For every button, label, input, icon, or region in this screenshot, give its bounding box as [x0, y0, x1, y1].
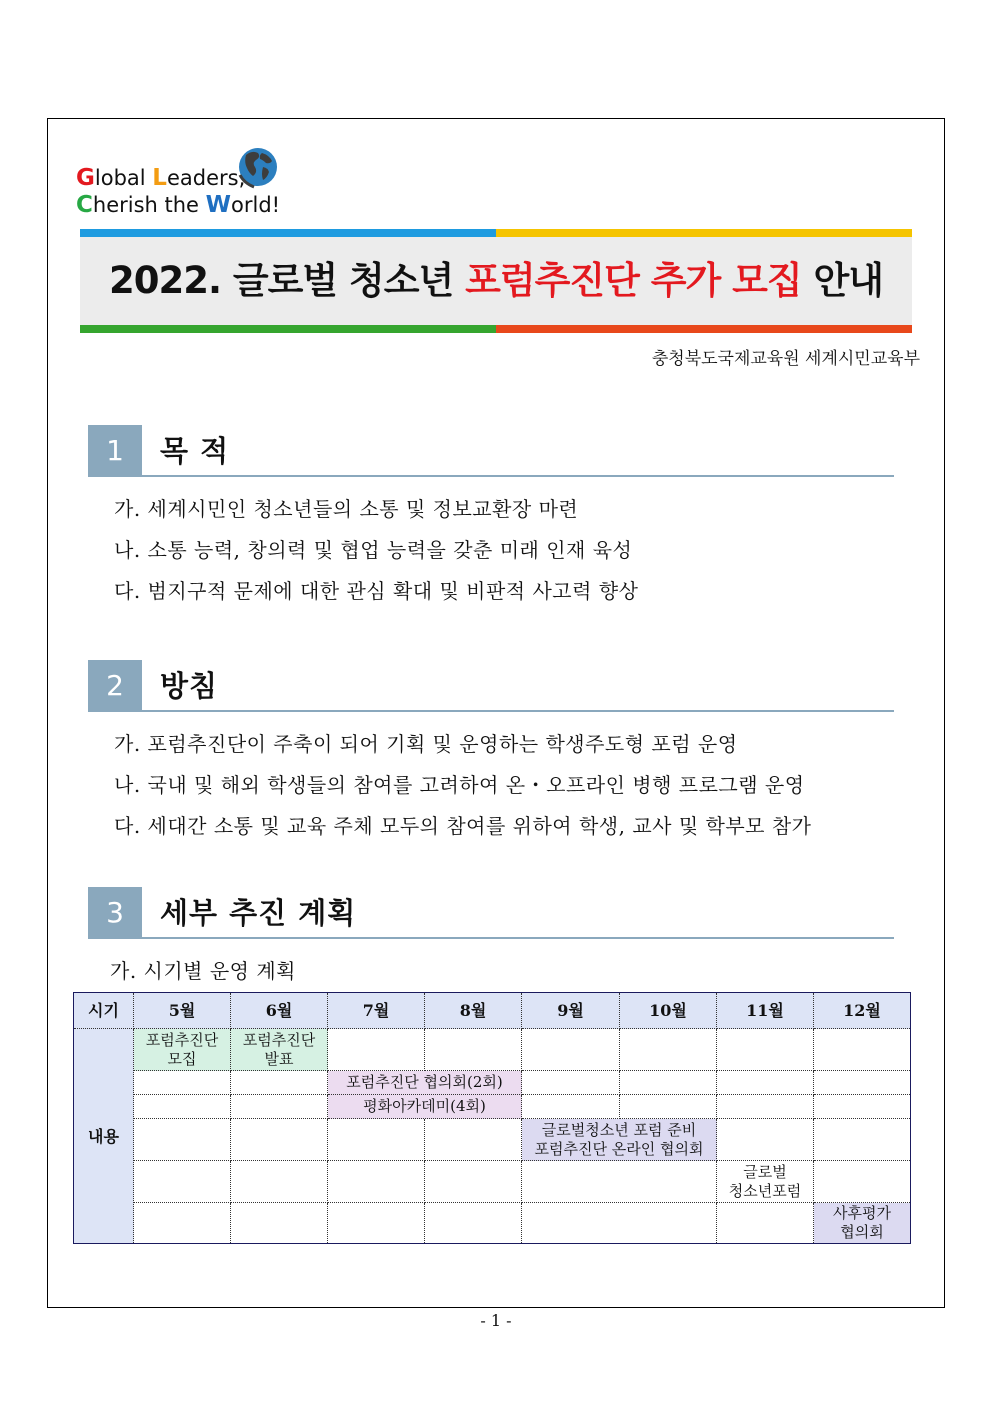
table-cell — [522, 1203, 717, 1243]
table-cell — [814, 1119, 910, 1161]
section-2-item: 가. 포럼추진단이 주축이 되어 기획 및 운영하는 학생주도형 포럼 운영 — [114, 732, 738, 756]
table-cell — [328, 1029, 425, 1071]
table-header-cell: 8월 — [425, 993, 522, 1029]
schedule-event: 포럼추진단 협의회(2회) — [328, 1071, 522, 1095]
table-cell — [814, 1071, 910, 1095]
table-cell — [328, 1119, 425, 1161]
table-cell — [522, 1071, 620, 1095]
table-cell — [231, 1161, 328, 1203]
table-cell — [425, 1119, 522, 1161]
table-cell — [231, 1095, 328, 1119]
schedule-table — [73, 992, 911, 1244]
table-cell — [717, 1071, 814, 1095]
table-header-cell: 9월 — [522, 993, 620, 1029]
section-title: 세부 추진 계획 — [160, 896, 357, 930]
table-cell — [134, 1161, 231, 1203]
logo-g: G — [76, 165, 95, 191]
section-number: 3 — [88, 887, 142, 937]
logo-c: C — [76, 192, 93, 218]
logo-line-2 — [76, 192, 280, 218]
table-cell — [717, 1029, 814, 1071]
section-number: 1 — [88, 425, 142, 475]
table-header-cell: 12월 — [814, 993, 910, 1029]
section-3-header — [88, 887, 894, 939]
table-cell — [425, 1161, 522, 1203]
table-cell — [134, 1203, 231, 1243]
logo-text: herish the — [92, 193, 206, 217]
title-prefix: 2022. 글로벌 청소년 — [109, 259, 466, 302]
section-1-item: 가. 세계시민인 청소년들의 소통 및 정보교환장 마련 — [114, 497, 579, 521]
title-bar-top-left — [80, 229, 496, 237]
table-cell — [231, 1203, 328, 1243]
section-2-item: 나. 국내 및 해외 학생들의 참여를 고려하여 온・오프라인 병행 프로그램 운영 — [114, 773, 805, 797]
section-title: 방침 — [160, 669, 219, 703]
section-number: 2 — [88, 660, 142, 710]
table-cell — [717, 1203, 814, 1243]
table-cell — [134, 1071, 231, 1095]
logo-text: eaders, — [166, 166, 246, 190]
table-cell — [814, 1161, 910, 1203]
table-cell — [814, 1029, 910, 1071]
table-cell — [522, 1029, 620, 1071]
title-bar-bottom-left — [80, 325, 496, 333]
schedule-event: 사후평가 협의회 — [814, 1203, 910, 1243]
table-cell — [522, 1095, 620, 1119]
schedule-event: 포럼추진단 모집 — [134, 1029, 231, 1071]
table-header-cell: 11월 — [717, 993, 814, 1029]
table-cell — [522, 1161, 717, 1203]
table-cell — [231, 1071, 328, 1095]
table-cell — [717, 1119, 814, 1161]
schedule-event: 평화아카데미(4회) — [328, 1095, 522, 1119]
section-2-item: 다. 세대간 소통 및 교육 주체 모두의 참여를 위하여 학생, 교사 및 학부모 참가 — [114, 814, 812, 838]
title-bar-top-right — [496, 229, 912, 237]
table-cell — [134, 1095, 231, 1119]
table-cell — [231, 1119, 328, 1161]
page-number: - 1 - — [480, 1311, 512, 1330]
section-1-header — [88, 425, 894, 477]
title-banner — [80, 229, 912, 333]
schedule-event: 글로벌청소년 포럼 준비 포럼추진단 온라인 협의회 — [522, 1119, 717, 1161]
section-2-header — [88, 660, 894, 712]
schedule-event: 포럼추진단 발표 — [231, 1029, 328, 1071]
table-cell — [328, 1161, 425, 1203]
table-cell — [620, 1095, 717, 1119]
table-cell — [620, 1029, 717, 1071]
table-cell — [425, 1029, 522, 1071]
title-bar-bottom-right — [496, 325, 912, 333]
table-header-cell: 10월 — [620, 993, 717, 1029]
title-suffix: 안내 — [801, 259, 883, 302]
logo-w: W — [205, 192, 232, 218]
section-1-item: 나. 소통 능력, 창의력 및 협업 능력을 갖춘 미래 인재 육성 — [114, 538, 633, 562]
row-label: 내용 — [74, 1029, 134, 1243]
logo — [76, 145, 286, 220]
page-title — [80, 237, 912, 325]
table-cell — [620, 1071, 717, 1095]
logo-l: L — [152, 165, 167, 191]
title-highlight: 포럼추진단 추가 모집 — [465, 259, 802, 302]
table-header-cell: 5월 — [134, 993, 231, 1029]
section-3-subheading: 가. 시기별 운영 계획 — [110, 959, 296, 983]
table-header-cell: 6월 — [231, 993, 328, 1029]
logo-line-1 — [76, 165, 245, 191]
table-cell — [134, 1119, 231, 1161]
logo-text: lobal — [94, 166, 153, 190]
section-title: 목 적 — [160, 434, 230, 468]
table-cell — [425, 1203, 522, 1243]
logo-text: orld! — [231, 193, 281, 217]
section-1-item: 다. 범지구적 문제에 대한 관심 확대 및 비판적 사고력 향상 — [114, 579, 639, 603]
table-header-cell: 시기 — [74, 993, 134, 1029]
table-cell — [717, 1095, 814, 1119]
table-header-cell: 7월 — [328, 993, 425, 1029]
schedule-event: 글로벌 청소년포럼 — [717, 1161, 814, 1203]
table-cell — [328, 1203, 425, 1243]
organization: 충청북도국제교육원 세계시민교육부 — [651, 349, 920, 369]
table-cell — [814, 1095, 910, 1119]
